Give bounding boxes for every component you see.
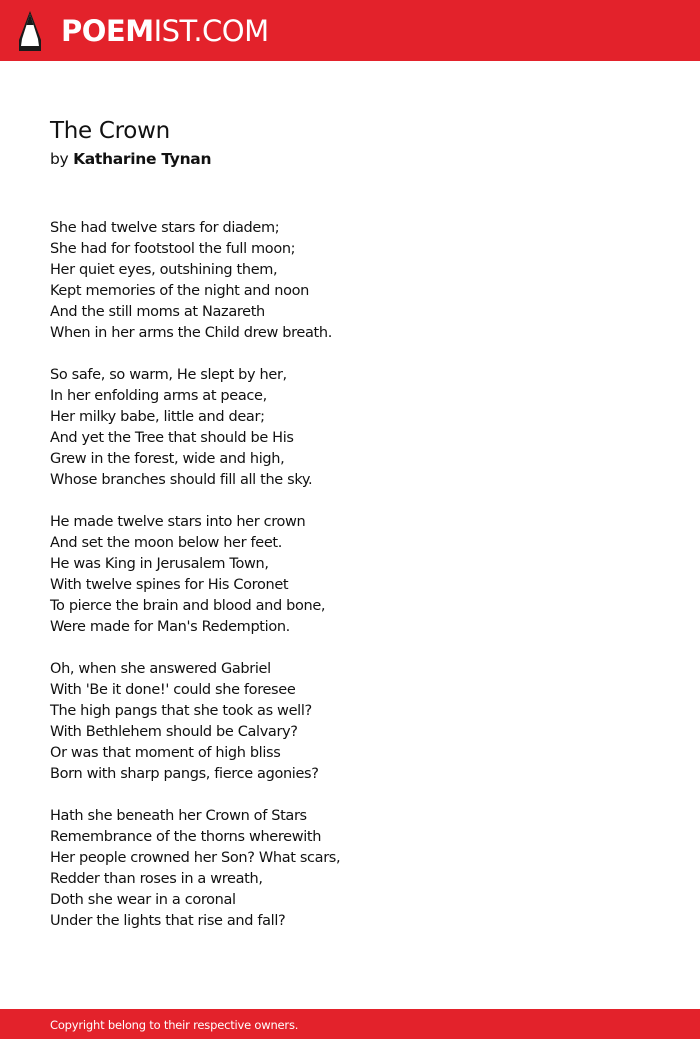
poem-line: Under the lights that rise and fall? [50, 913, 286, 929]
poem-author: Katharine Tynan [73, 150, 212, 168]
brand-light: IST.COM [153, 14, 269, 48]
poem-line: Grew in the forest, wide and high, [50, 451, 285, 467]
stanza [50, 512, 610, 638]
stanza [50, 365, 610, 491]
poem-line: With Bethlehem should be Calvary? [50, 724, 298, 740]
poem-line: Or was that moment of high bliss [50, 745, 281, 761]
poem-line: She had for footstool the full moon; [50, 241, 296, 257]
poem-byline [50, 148, 211, 170]
poem-line: She had twelve stars for diadem; [50, 220, 280, 236]
poem-line: So safe, so warm, He slept by her, [50, 367, 287, 383]
copyright-notice: Copyright belong to their respective owners. [50, 1018, 299, 1032]
poem-line: With 'Be it done!' could she foresee [50, 682, 296, 698]
poem-line: Whose branches should fill all the sky. [50, 472, 313, 488]
poem-title: The Crown [50, 118, 170, 144]
poem-line: With twelve spines for His Coronet [50, 577, 289, 593]
poem-line: Hath she beneath her Crown of Stars [50, 808, 307, 824]
poem-line: To pierce the brain and blood and bone, [50, 598, 326, 614]
pen-nib-icon[interactable] [18, 10, 42, 52]
poem-line: Born with sharp pangs, fierce agonies? [50, 766, 319, 782]
poem-line: Doth she wear in a coronal [50, 892, 236, 908]
stanza [50, 659, 610, 785]
poem-line: And the still moms at Nazareth [50, 304, 265, 320]
poem-line: Her milky babe, little and dear; [50, 409, 265, 425]
poem-line: Were made for Man's Redemption. [50, 619, 290, 635]
poem-line: Remembrance of the thorns wherewith [50, 829, 322, 845]
site-footer [0, 1009, 700, 1039]
poem-line: And yet the Tree that should be His [50, 430, 294, 446]
site-logo[interactable] [61, 11, 269, 51]
poem-line: He made twelve stars into her crown [50, 514, 306, 530]
poem-line: He was King in Jerusalem Town, [50, 556, 269, 572]
poem-line: When in her arms the Child drew breath. [50, 325, 332, 341]
poem-line: In her enfolding arms at peace, [50, 388, 267, 404]
poem-line: Redder than roses in a wreath, [50, 871, 263, 887]
poem-line: And set the moon below her feet. [50, 535, 282, 551]
poem-line: Her quiet eyes, outshining them, [50, 262, 278, 278]
stanza [50, 218, 610, 344]
poem-line: Kept memories of the night and noon [50, 283, 309, 299]
poem-line: Oh, when she answered Gabriel [50, 661, 271, 677]
poem-line: Her people crowned her Son? What scars, [50, 850, 341, 866]
stanza [50, 806, 610, 932]
poem-body [50, 218, 610, 953]
poem-line: The high pangs that she took as well? [50, 703, 312, 719]
brand-bold: POEM [61, 14, 154, 48]
by-label: by [50, 150, 69, 168]
site-header [0, 0, 700, 61]
